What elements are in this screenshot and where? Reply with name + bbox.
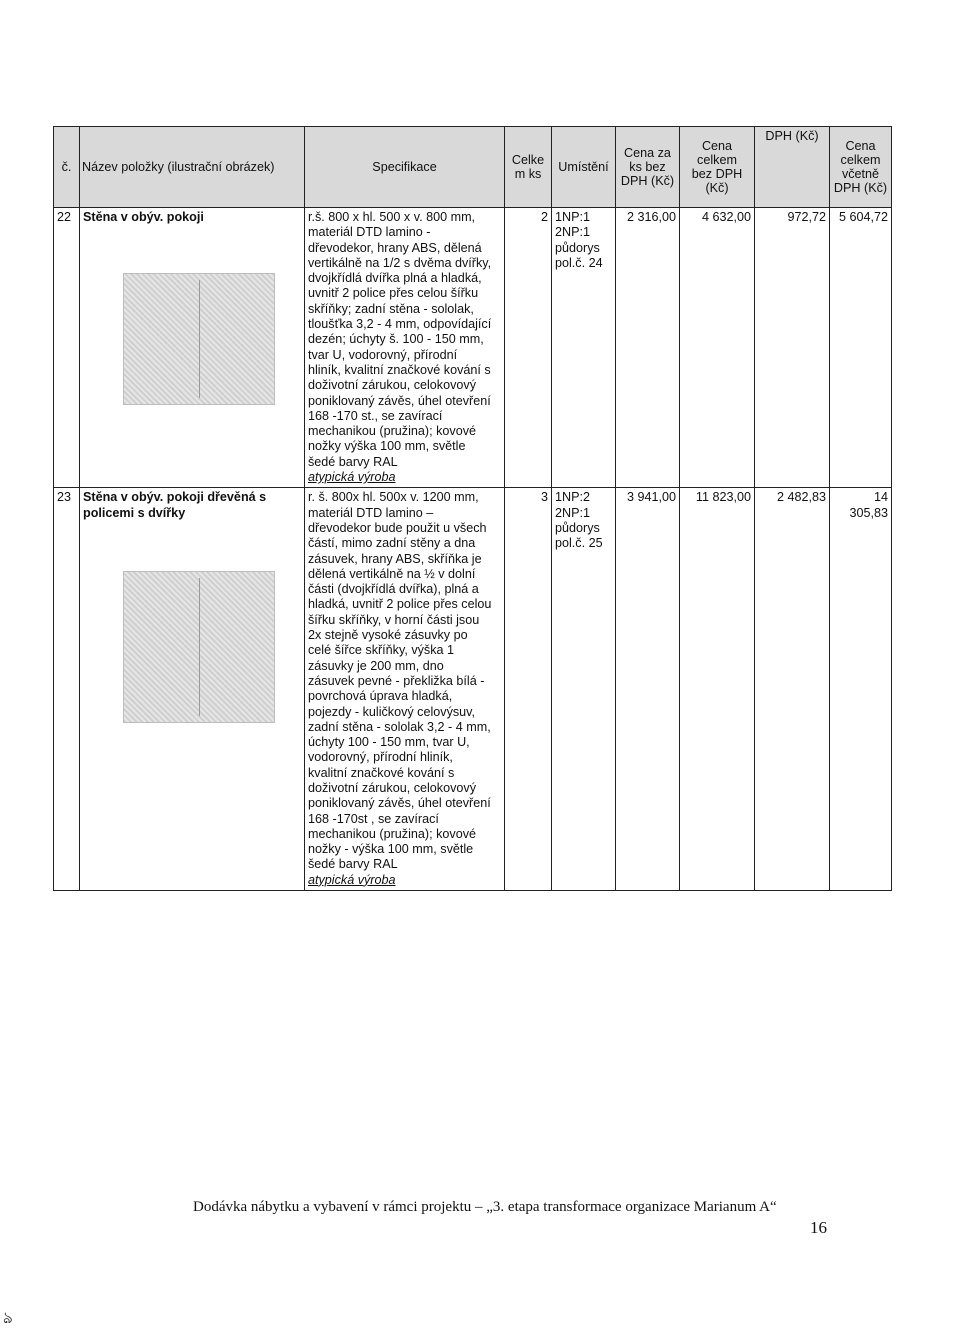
spec-line: materiál DTD lamino - [308,225,431,240]
spec-line: mechanikou (pružina); kovové [308,826,476,841]
document-footer: Dodávka nábytku a vybavení v rámci projektu – „3. etapa transformace organizace Marianum A“ [193,1199,777,1215]
spec-line: dezén; úchyty š. 100 - 150 mm, [308,332,484,347]
spec-line: hliník, kvalitní značkové kování s [308,362,491,377]
vat-cell: 2 482,83 [755,488,830,891]
spec-line: r.š. 800 x hl. 500 x v. 800 mm, [308,210,476,224]
spec-line: mechanikou (pružina); kovové [308,424,476,439]
total-vat-cell: 5 604,72 [830,208,892,488]
header-total-vat [830,127,892,208]
spec-line: celé šířce skříňky, výška 1 [308,643,455,658]
header-unit-price-line: DPH (Kč) [620,174,675,188]
spec-cell [305,208,505,488]
location-cell [552,208,616,488]
spec-line: tloušťka 3,2 - 4 mm, odpovídající [308,317,492,332]
qty-cell: 3 [505,488,552,891]
spec-line: materiál DTD lamino – [308,505,434,520]
header-unit-price-line: ks bez [629,160,666,174]
header-name: Název položky (ilustrační obrázek) [80,127,305,208]
spec-line: 168 -170 st., se zavírací [308,408,443,423]
spec-line: poniklovaný závěs, úhel otevření [308,393,491,408]
spec-line: uvnitř 2 police přes celou šířku [308,286,479,301]
header-total-vat-line: DPH (Kč) [833,181,888,195]
header-qty [505,127,552,208]
header-vat: DPH (Kč) [755,127,830,208]
spec-line: vodorovný, přírodní hliník, [308,750,453,765]
spec-line: šedé barvy RAL [308,857,398,872]
spec-line: úchyty 100 - 150 mm, tvar U, [308,735,470,750]
spec-line: 2x stejně vysoké zásuvky po [308,628,468,643]
header-qty-line: m ks [514,167,542,181]
spec-line: tvar U, vodorovný, přírodní [308,347,458,362]
location-line: 1NP:1 [555,210,591,224]
spec-line: 168 -170st , se zavírací [308,811,439,826]
spec-line: vertikálně na 1/2 s dvěma dvířky, [308,255,492,270]
spec-line: skříňky; zadní stěna - sololak, [308,301,474,316]
spec-line: šedé barvy RAL [308,454,398,469]
table-row [54,208,892,488]
row-number: 22 [54,208,80,488]
spec-line: poniklovaný závěs, úhel otevření [308,796,491,811]
spec-cell [305,488,505,891]
item-name: Stěna v obýv. pokoji [83,210,204,224]
header-unit-price-line: Cena za [624,146,671,160]
spec-line: zásuvek, hrany ABS, skříňka je [308,551,482,566]
total-cell: 4 632,00 [680,208,755,488]
spec-line: dřevodekor bude použit u všech [308,520,487,535]
spec-line: zadní stěna - sololak 3,2 - 4 mm, [308,719,491,734]
table-row [54,488,892,891]
location-cell [552,488,616,891]
handwritten-mark-icon: ঌ [3,1308,13,1327]
unit-price-cell: 3 941,00 [616,488,680,891]
header-total-line: celkem [697,153,737,167]
item-illustration-image [123,273,275,405]
spec-line: doživotní zárukou, celokovový [308,780,477,795]
location-line: 2NP:1 [555,505,591,520]
total-cell: 11 823,00 [680,488,755,891]
unit-price-cell: 2 316,00 [616,208,680,488]
vat-cell: 972,72 [755,208,830,488]
spec-line: povrchová úprava hladká, [308,689,453,704]
spec-line: hladká, uvnitř 2 police přes celou [308,597,492,612]
item-illustration-image [123,571,275,723]
location-line: pol.č. 25 [555,536,603,551]
row-number: 23 [54,488,80,891]
header-unit-price [616,127,680,208]
items-table [53,126,892,891]
spec-line: zásuvky je 200 mm, dno [308,658,444,673]
item-name-cell [80,488,305,891]
spec-note: atypická výroba [308,470,396,485]
qty-cell: 2 [505,208,552,488]
header-total-vat-line: včetně [841,167,880,181]
spec-line: šířku skříňky, v horní části jsou [308,612,480,627]
header-location: Umístění [552,127,616,208]
spec-line: kvalitní značkové kování s [308,765,455,780]
header-total-line: (Kč) [705,181,729,195]
page-number: 16 [810,1218,827,1237]
header-total-vat-line: Cena [845,139,876,153]
header-spec: Specifikace [305,127,505,208]
location-line: půdorys [555,240,600,255]
location-line: 2NP:1 [555,225,591,240]
spec-line: částí, mimo zadní stěny a dna [308,536,476,551]
header-total [680,127,755,208]
table-header-row [54,127,892,208]
header-total-line: bez DPH [691,167,743,181]
spec-line: dvojkřídlá dvířka plná a hladká, [308,271,482,286]
total-vat-cell: 14 305,83 [830,488,892,891]
location-line: 1NP:2 [555,490,591,505]
spec-line: části (dvojkřídlá dvířka), plná a [308,582,479,597]
location-line: pol.č. 24 [555,255,603,270]
item-name: Stěna v obýv. pokoji dřevěná s policemi s dvířky [83,490,267,520]
header-total-line: Cena [701,139,733,153]
header-qty-line: Celke [511,153,545,167]
spec-line: pojezdy - kuličkový celovýsuv, [308,704,476,719]
spec-line: nožky výška 100 mm, světle [308,439,466,454]
spec-note: atypická výroba [308,872,396,887]
item-name-cell [80,208,305,488]
spec-line: dělená vertikálně na ½ v dolní [308,566,476,581]
spec-line: nožky - výška 100 mm, světle [308,842,474,857]
location-line: půdorys [555,520,600,535]
header-total-vat-line: celkem [840,153,881,167]
spec-line: dřevodekor, hrany ABS, dělená [308,240,482,255]
header-no: č. [54,127,80,208]
spec-line: doživotní zárukou, celokovový [308,378,477,393]
spec-line: r. š. 800x hl. 500x v. 1200 mm, [308,490,479,505]
spec-line: zásuvek pevné - překližka bílá - [308,673,485,688]
